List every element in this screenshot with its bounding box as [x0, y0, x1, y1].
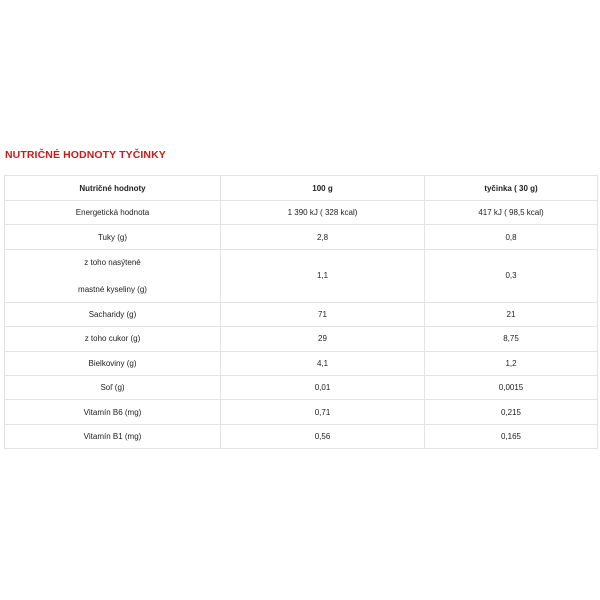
header-per-100g: 100 g	[221, 176, 425, 201]
row-label: Energetická hodnota	[5, 201, 221, 225]
row-label-line-1: z toho nasýtené	[84, 257, 141, 267]
row-label: Bielkoviny (g)	[5, 351, 221, 375]
row-label	[5, 249, 221, 302]
row-per-100g: 2,8	[221, 225, 425, 249]
row-per-100g: 1 390 kJ ( 328 kcal)	[221, 201, 425, 225]
row-per-bar: 21	[425, 302, 598, 326]
table-row	[5, 351, 598, 375]
table-header-row	[5, 176, 598, 201]
table-row	[5, 424, 598, 448]
row-label-line-2: mastné kyseliny (g)	[78, 284, 147, 294]
table-row	[5, 302, 598, 326]
row-per-bar: 417 kJ ( 98,5 kcal)	[425, 201, 598, 225]
section-title: NUTRIČNÉ HODNOTY TYČINKY	[5, 149, 166, 161]
row-per-bar: 8,75	[425, 327, 598, 351]
row-per-bar: 0,8	[425, 225, 598, 249]
row-label: z toho cukor (g)	[5, 327, 221, 351]
row-label: Sacharidy (g)	[5, 302, 221, 326]
row-per-100g: 0,71	[221, 400, 425, 424]
row-label: Tuky (g)	[5, 225, 221, 249]
row-per-100g: 1,1	[221, 249, 425, 302]
row-per-100g: 29	[221, 327, 425, 351]
row-per-bar: 0,215	[425, 400, 598, 424]
table-row	[5, 400, 598, 424]
header-per-bar: tyčinka ( 30 g)	[425, 176, 598, 201]
row-label: Soľ (g)	[5, 375, 221, 399]
row-per-100g: 0,56	[221, 424, 425, 448]
row-per-100g: 71	[221, 302, 425, 326]
table-row	[5, 327, 598, 351]
row-per-100g: 0,01	[221, 375, 425, 399]
header-nutrient: Nutričné hodnoty	[5, 176, 221, 201]
table-row	[5, 375, 598, 399]
table-row	[5, 249, 598, 302]
row-per-bar: 0,165	[425, 424, 598, 448]
table-row	[5, 201, 598, 225]
row-label: Vitamín B6 (mg)	[5, 400, 221, 424]
nutrition-table	[4, 175, 598, 449]
row-per-bar: 0,3	[425, 249, 598, 302]
row-per-bar: 1,2	[425, 351, 598, 375]
row-label: Vitamín B1 (mg)	[5, 424, 221, 448]
row-per-100g: 4,1	[221, 351, 425, 375]
table-row	[5, 225, 598, 249]
row-per-bar: 0,0015	[425, 375, 598, 399]
